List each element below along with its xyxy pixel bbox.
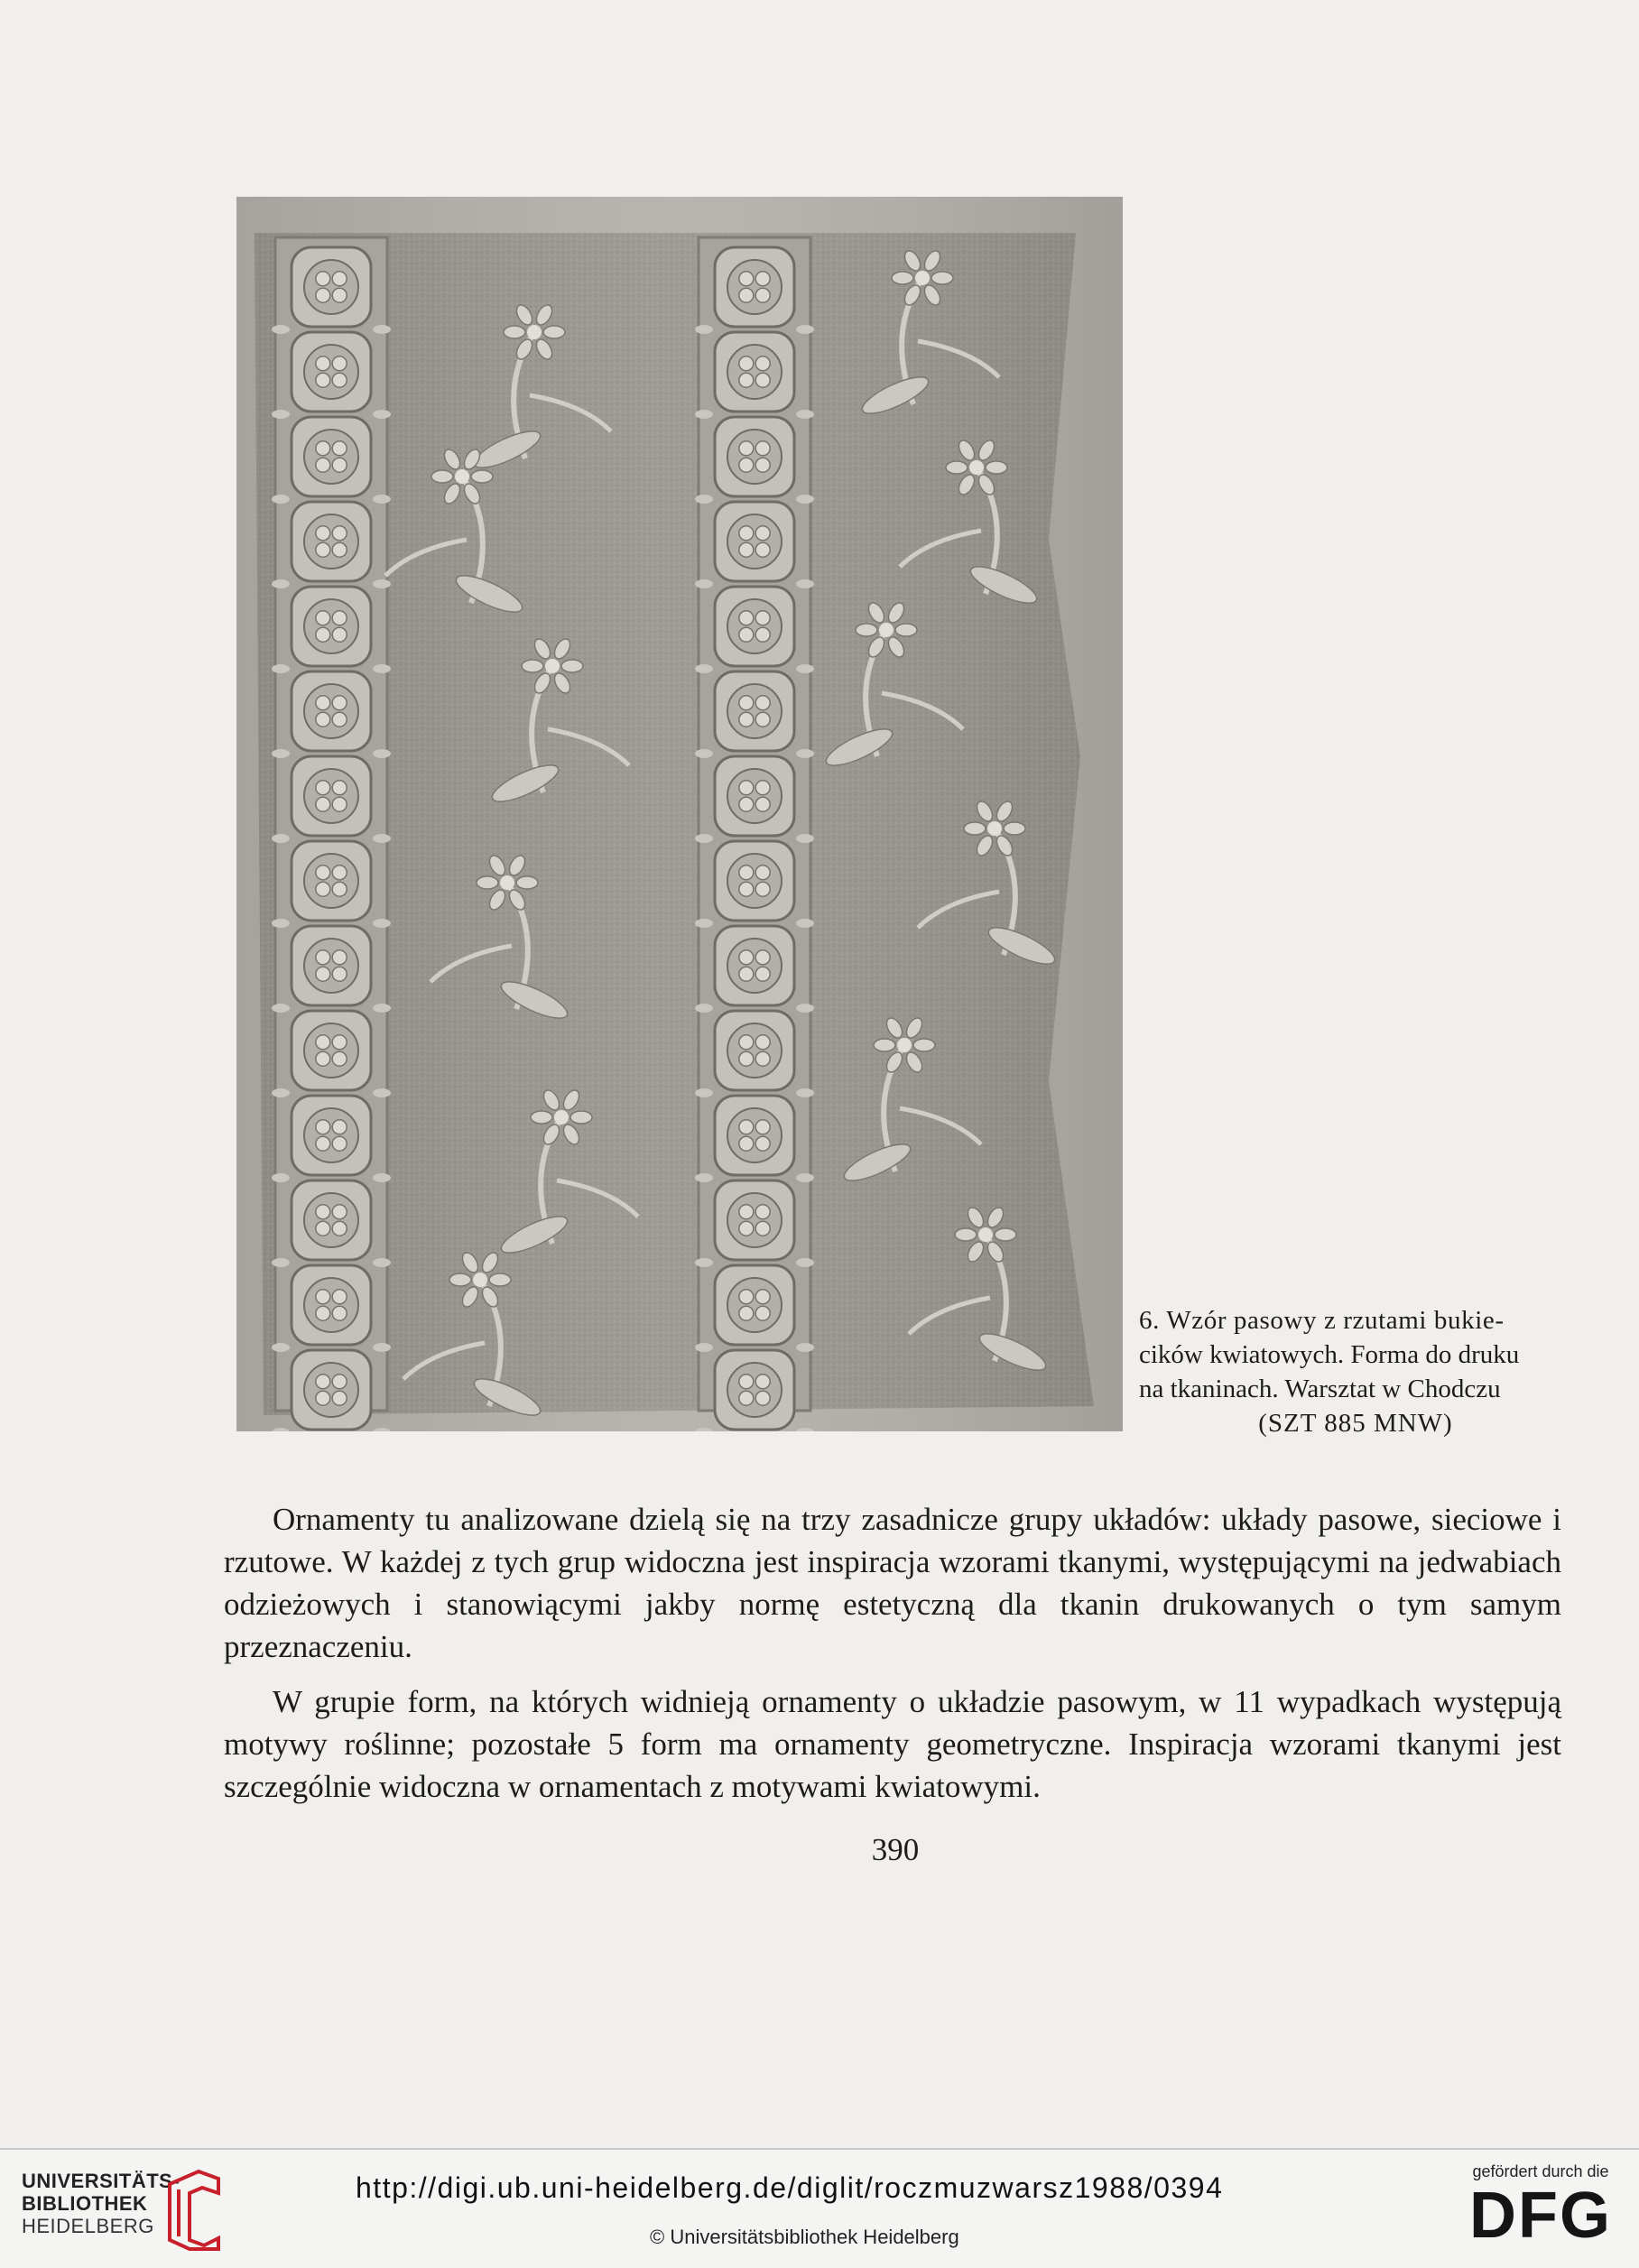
paragraph: Ornamenty tu analizowane dzielą się na trzy zasadnicze grupy układów: układy pasowe, sieciowe i rzutowe. W każdej z tych grup widoczna jest inspiracja wzorami tkanymi, występującymi na jedwabiach odzieżowych i stanowiącymi jakby normę estetyczną dla tkanin drukowanych o tym samym przeznaczeniu. [224, 1502, 1561, 1664]
caption-line: cików kwiatowych. Forma do druku [1139, 1340, 1520, 1369]
library-logo-icon [162, 2166, 226, 2252]
paragraph: W grupie form, na których widnieją ornamenty o układzie pasowym, w 11 wypadkach występują motywy roślinne; pozostałe 5 form ma ornamenty geometryczne. Inspiracja wzorami tkanymi jest szczególnie widoczna w ornamentach z motywami kwiatowymi. [224, 1684, 1561, 1804]
caption-line: 6. Wzór pasowy z rzutami bukie- [1139, 1306, 1505, 1335]
copyright-text: © Universitätsbibliothek Heidelberg [650, 2226, 959, 2248]
dfg-logo [1455, 2162, 1626, 2250]
library-name-line: BIBLIOTHEK [22, 2192, 148, 2215]
library-name-line: HEIDELBERG [22, 2215, 154, 2237]
figure-caption [1139, 1303, 1572, 1440]
body-text [224, 1498, 1561, 1808]
footer-bar [0, 2148, 1639, 2268]
figure-photo [236, 197, 1123, 1431]
library-logo-text [22, 2170, 180, 2237]
document-url-link[interactable]: http://digi.ub.uni-heidelberg.de/diglit/roczmuzwarsz1988/0394 [356, 2171, 1224, 2204]
caption-line: (SZT 885 MNW) [1258, 1409, 1453, 1438]
printing-block-image [236, 197, 1123, 1431]
funded-by-text: gefördert durch die [1472, 2162, 1609, 2180]
page-number: 390 [871, 1832, 920, 1867]
caption-line: na tkaninach. Warsztat w Chodczu [1139, 1375, 1501, 1403]
library-name-line: UNIVERSITÄTS- [22, 2170, 181, 2192]
dfg-mark: DFG [1469, 2180, 1612, 2252]
